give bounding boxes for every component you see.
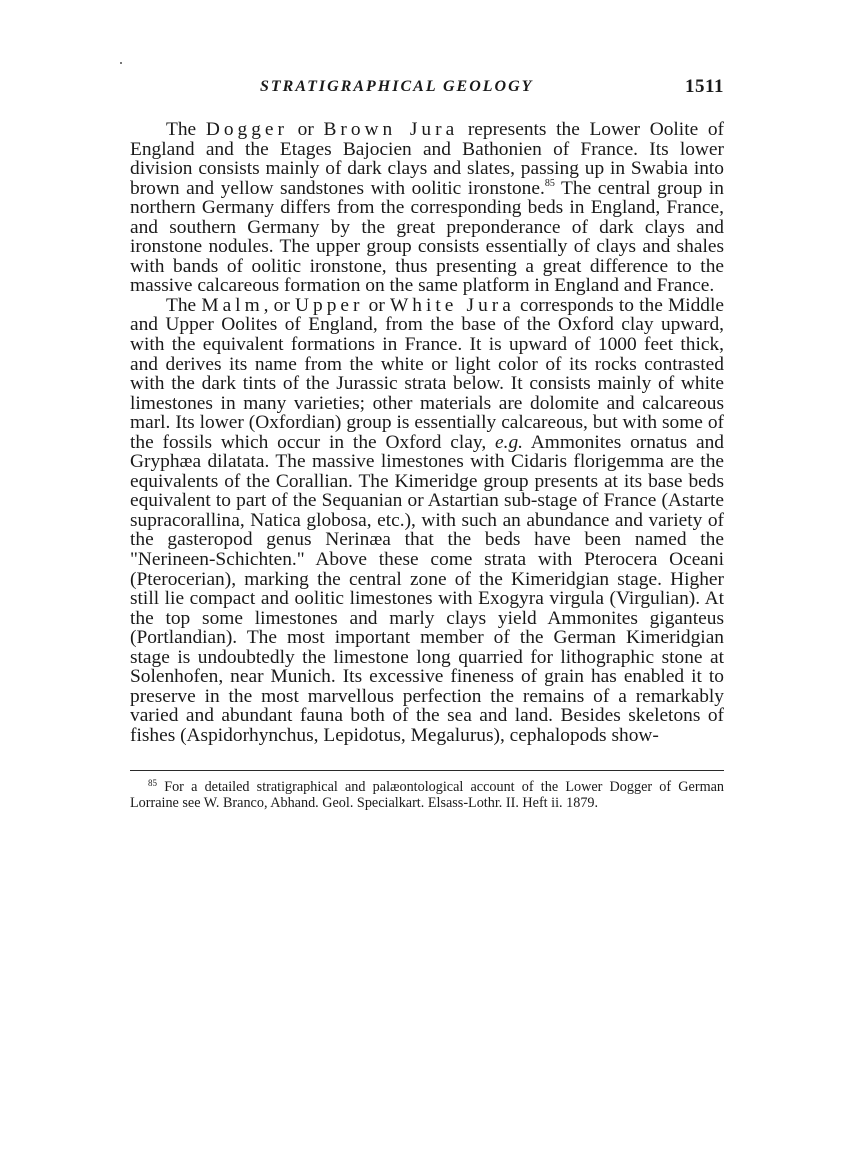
body-text [130,120,724,746]
term-dogger: Dogger [205,119,288,140]
p1-text-d: The central group in northern Germany differs from the corresponding beds in England, France, and southern Germany by the great preponderance of dark clays and ironstone nodules. The upper group consists essentially of clays and shales with bands of oolitic ironstone, thus presenting a great difference to the massive calcareous formation on the same platform in England and France. [130,177,724,297]
term-white-jura: White Jura [389,294,515,316]
p2-text-b: , or [263,294,295,316]
term-malm: Malm [201,294,264,316]
footnote-reference: 85 [544,177,555,189]
paragraph-dogger [130,120,724,296]
p2-text-e: Ammonites ornatus and Gryphæa dilatata. The massive limestones with Cidaris florigemma are the equivalents of the Corallian. The Kimeridge group presents at its base beds equivalent to part of the Sequanian or Astartian sub-stage of France (Astarte supracorallina, Natica globosa, etc.), with such an abundance and variety of the gasteropod genus Nerinæa that the beds have been named the "Nerineen-Schichten." Above these come strata with Pterocera Oceani (Pterocerian), marking the central zone of the Kimeridgian stage. Higher still lie compact and oolitic limestones with Exogyra virgula (Virgulian). At the top some limestones and marly clays yield Ammonites giganteus (Portlandian). The most important member of the German Kimeridgian stage is undoubtedly the limestone long quarried for lithographic stone at Solenhofen, near Munich. Its excessive fineness of grain has enabled it to preserve in the most marvellous perfection the remains of a remarkably varied and abundant fauna both of the sea and land. Besides skeletons of fishes (Aspidorhynchus, Lepidotus, Megalurus), cephalopods show- [130,431,724,746]
p1-text-b: or [287,119,324,140]
p2-text-c: or [363,294,390,316]
term-brown-jura: Brown Jura [323,119,459,140]
running-head [130,78,724,108]
term-upper: Upper [295,294,364,316]
p2-text-d: corresponds to the Middle and Upper Oolites of England, from the base of the Oxford clay upward, with the equivalent formations in France. It is upward of 1000 feet thick, and derives its name from the white or light color of its rocks contrasted with the dark tints of the Jurassic strata below. It consists mainly of white limestones in many varieties; other materials are dolomite and calcareous marl. Its lower (Oxfordian) group is essentially calcareous, but with some of the fossils which occur in the Oxford clay, [130,294,724,453]
p1-text-a: The [166,119,206,140]
abbrev-eg: e.g. [495,431,523,453]
paragraph-malm [130,296,724,746]
running-title: STRATIGRAPHICAL GEOLOGY [260,78,534,95]
p1-text-c: represents the Lower Oolite of England and the Etages Bajocien and Bathonien of France. Its lower division consists mainly of dark clays and slates, passing up in Swabia into brown and yellow sandstones with oolitic ironstone. [130,119,724,199]
margin-speck [120,62,122,64]
footnote [130,779,724,811]
footnote-text: For a detailed stratigraphical and palæontological account of the Lower Dogger of German Lorraine see W. Branco, Abhand. Geol. Specialkart. Elsass-Lothr. II. Heft ii. 1879. [130,778,724,811]
footnote-rule [130,770,724,771]
page-number: 1511 [685,76,724,97]
p2-text-a: The [166,294,202,316]
book-page [130,78,724,1118]
footnote-mark: 85 [148,777,157,788]
